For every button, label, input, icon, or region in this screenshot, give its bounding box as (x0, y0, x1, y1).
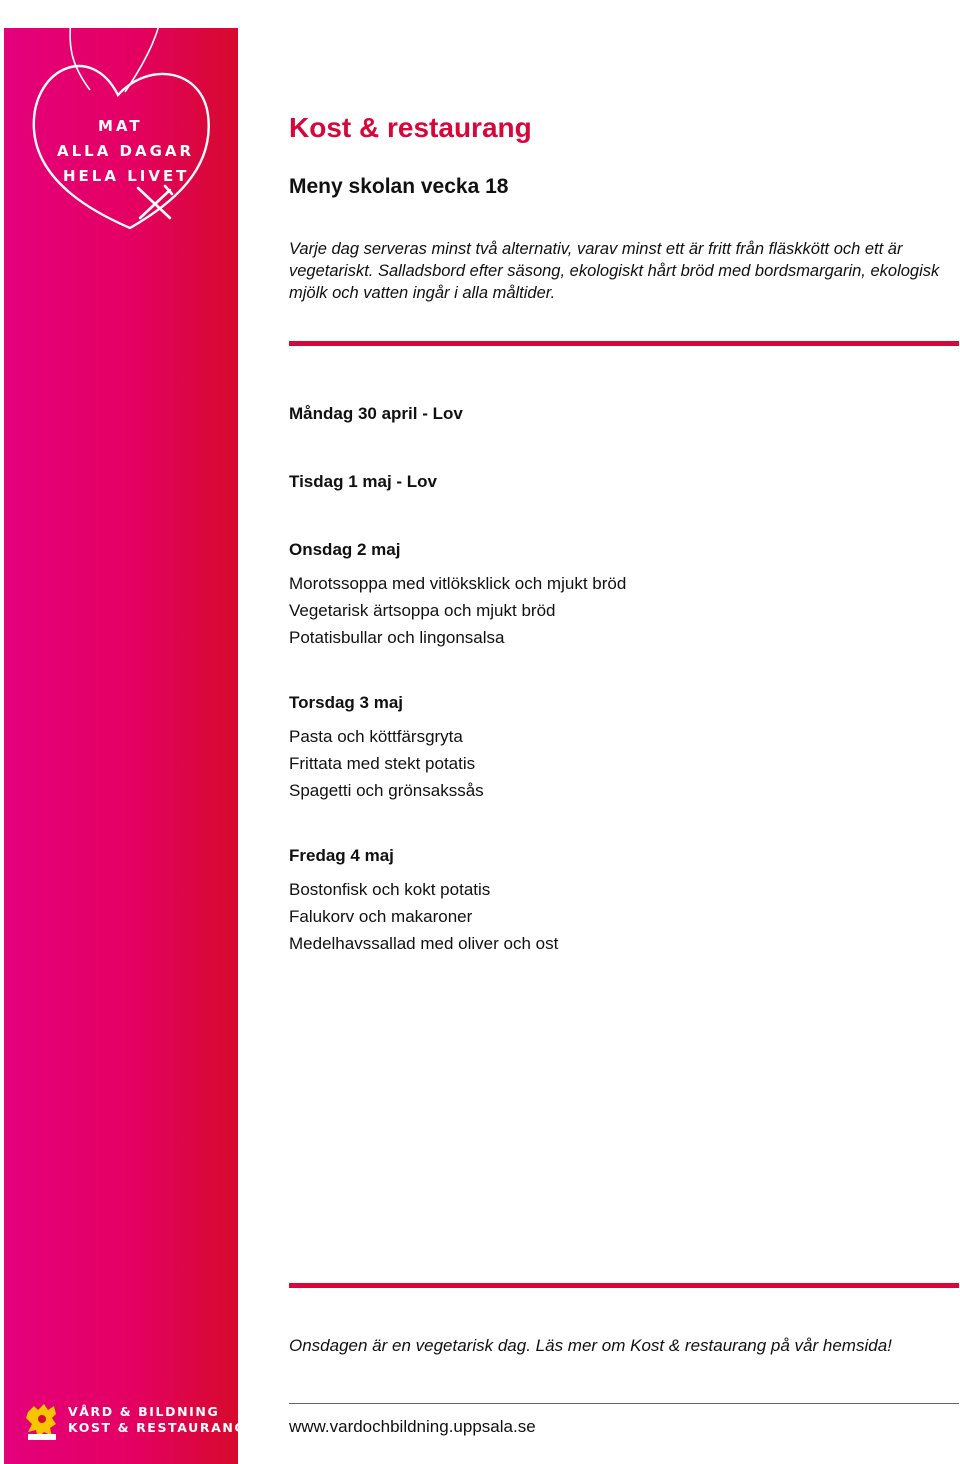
dish-item: Potatisbullar och lingonsalsa (289, 628, 505, 647)
dish-list (289, 723, 954, 804)
day-heading: Tisdag 1 maj - Lov (289, 472, 438, 491)
day-tuesday (289, 472, 954, 492)
day-wednesday (289, 540, 954, 651)
org-line-2: KOST & RESTAURANG (68, 1420, 247, 1435)
bottom-divider (289, 1283, 959, 1288)
day-heading: Torsdag 3 maj (289, 693, 403, 712)
logo-line-2: ALLA DAGAR (57, 142, 195, 160)
logo-line-1: MAT (98, 117, 143, 135)
day-heading: Onsdag 2 maj (289, 540, 401, 559)
day-heading: Måndag 30 april - Lov (289, 404, 463, 423)
dish-list (289, 876, 954, 957)
dish-item: Medelhavssallad med oliver och ost (289, 934, 559, 953)
dish-item: Frittata med stekt potatis (289, 754, 476, 773)
lion-crest-icon (24, 1402, 60, 1442)
dish-item: Falukorv och makaroner (289, 907, 473, 926)
footer-note: Onsdagen är en vegetarisk dag. Läs mer om Kost & restaurang på vår hemsida! (289, 1336, 892, 1355)
day-monday (289, 404, 954, 424)
page-title: Kost & restaurang (289, 112, 532, 143)
org-line-1: VÅRD & BILDNING (68, 1404, 220, 1419)
dish-item: Spagetti och grönsakssås (289, 781, 484, 800)
logo-line-3: HELA LIVET (63, 167, 190, 185)
website-link[interactable]: www.vardochbildning.uppsala.se (289, 1417, 536, 1436)
footer-divider (289, 1403, 959, 1404)
organization-logo (24, 1398, 247, 1446)
dish-list (289, 570, 954, 651)
top-divider (289, 341, 959, 346)
dish-item: Morotssoppa med vitlöksklick och mjukt bröd (289, 574, 627, 593)
day-heading: Fredag 4 maj (289, 846, 394, 865)
menu-week-title: Meny skolan vecka 18 (289, 175, 509, 198)
sidebar-banner (4, 28, 238, 1464)
heart-logo-icon (20, 0, 220, 240)
dish-item: Bostonfisk och kokt potatis (289, 880, 491, 899)
intro-text: Varje dag serveras minst två alternativ, varav minst ett är fritt från fläskkött och ett är vegetariskt. Salladsbord efter säsong, ekologiskt hårt bröd med bordsmargarin, ekologisk mjölk och vatten ingår i alla måltider. (289, 240, 940, 302)
day-thursday (289, 693, 954, 804)
day-friday (289, 846, 954, 957)
dish-item: Vegetarisk ärtsoppa och mjukt bröd (289, 601, 556, 620)
dish-item: Pasta och köttfärsgryta (289, 727, 463, 746)
